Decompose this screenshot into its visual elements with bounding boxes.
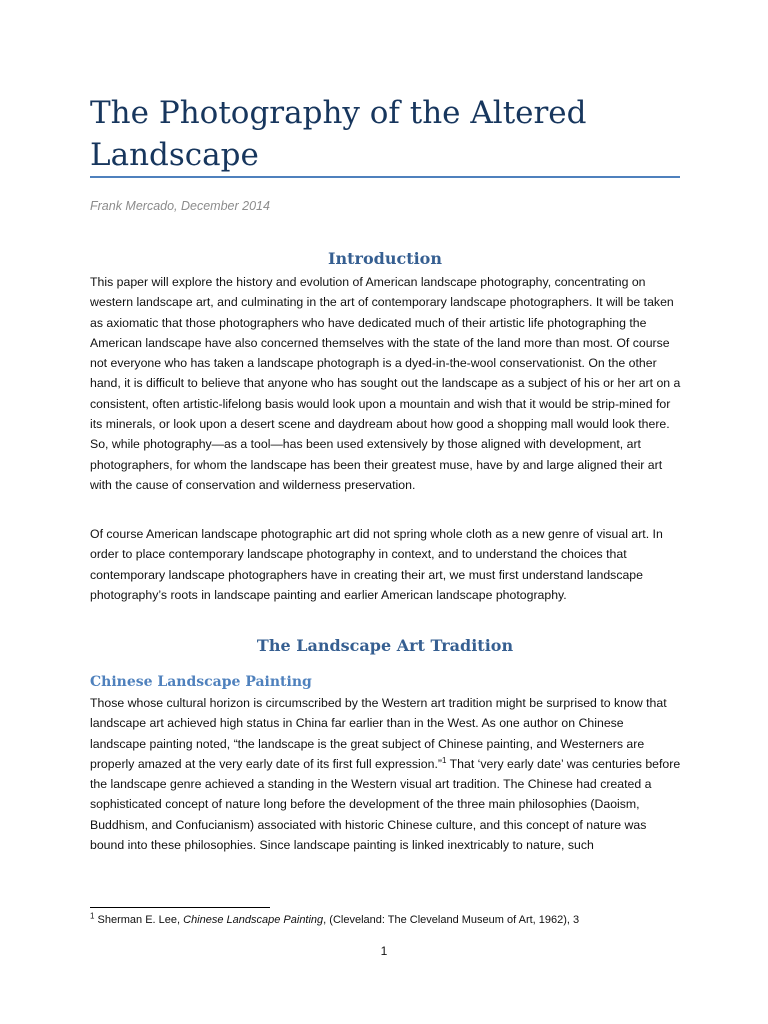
paragraph-text-part1: Those whose cultural horizon is circumscribed by the Western art tradition might be surprised to know that landscape art achieved high status in China far earlier than in the West. As one author on Chinese landscape painting noted, “the landscape is the great subject of Chinese painting, and Westerners are properly amazed at the very early date of its first full expression.” [90, 696, 667, 771]
footnote-separator [90, 907, 270, 908]
title-underline [90, 176, 680, 178]
landscape-art-tradition-heading: The Landscape Art Tradition [256, 636, 514, 655]
document-title: The Photography of the Altered Landscape [90, 95, 587, 173]
footnote-reference[interactable]: 1 [441, 755, 447, 765]
paragraph-text-part2: That ‘very early date’ was centuries before the landscape genre achieved a standing in the Western visual art tradition. The Chinese had created a sophisticated concept of nature long before the development of the three main philosophies (Daoism, Buddhism, and Confucianism) associated with historic Chinese culture, and this concept of nature was bound into these philosophies. Since landscape painting is linked inextricably to nature, such [90, 756, 681, 853]
footnote-author: Sherman E. Lee, [94, 914, 184, 926]
introduction-heading: Introduction [328, 249, 442, 268]
footnote-marker: 1 [90, 911, 95, 921]
footnote-book-title: Chinese Landscape Painting [183, 914, 324, 926]
chinese-landscape-paragraph [90, 693, 682, 855]
footnote [90, 911, 580, 926]
page-number: 1 [380, 944, 388, 958]
chinese-landscape-painting-heading: Chinese Landscape Painting [90, 674, 312, 690]
introduction-paragraph-1: This paper will explore the history and evolution of American landscape photography, concentrating on western landscape art, and culminating in the art of contemporary landscape photographers. It will be taken as axiomatic that those photographers who have dedicated much of their artistic life photographing the American landscape have also concerned themselves with the state of the land more than most. Of course not everyone who has taken a landscape photograph is a dyed-in-the-wool conservationist. On the other hand, it is difficult to believe that anyone who has sought out the landscape as a subject of his or her art on a consistent, often artistic-lifelong basis would look upon a mountain and wish that it would be strip-mined for its minerals, or look upon a desert scene and daydream about how good a shopping mall would look there. So, while photography—as a tool—has been used extensively by those aligned with development, art photographers, for whom the landscape has been their greatest muse, have by and large aligned their art with the cause of conservation and wilderness preservation. [90, 275, 681, 492]
author-line: Frank Mercado, December 2014 [90, 199, 270, 213]
introduction-paragraph-2: Of course American landscape photographic art did not spring whole cloth as a new genre of visual art. In order to place contemporary landscape photography in context, and to understand the choices that contemporary landscape photographers have in creating their art, we must first understand landscape photography’s roots in landscape painting and earlier American landscape photography. [90, 527, 663, 602]
footnote-citation: , (Cleveland: The Cleveland Museum of Art, 1962), 3 [323, 914, 580, 926]
